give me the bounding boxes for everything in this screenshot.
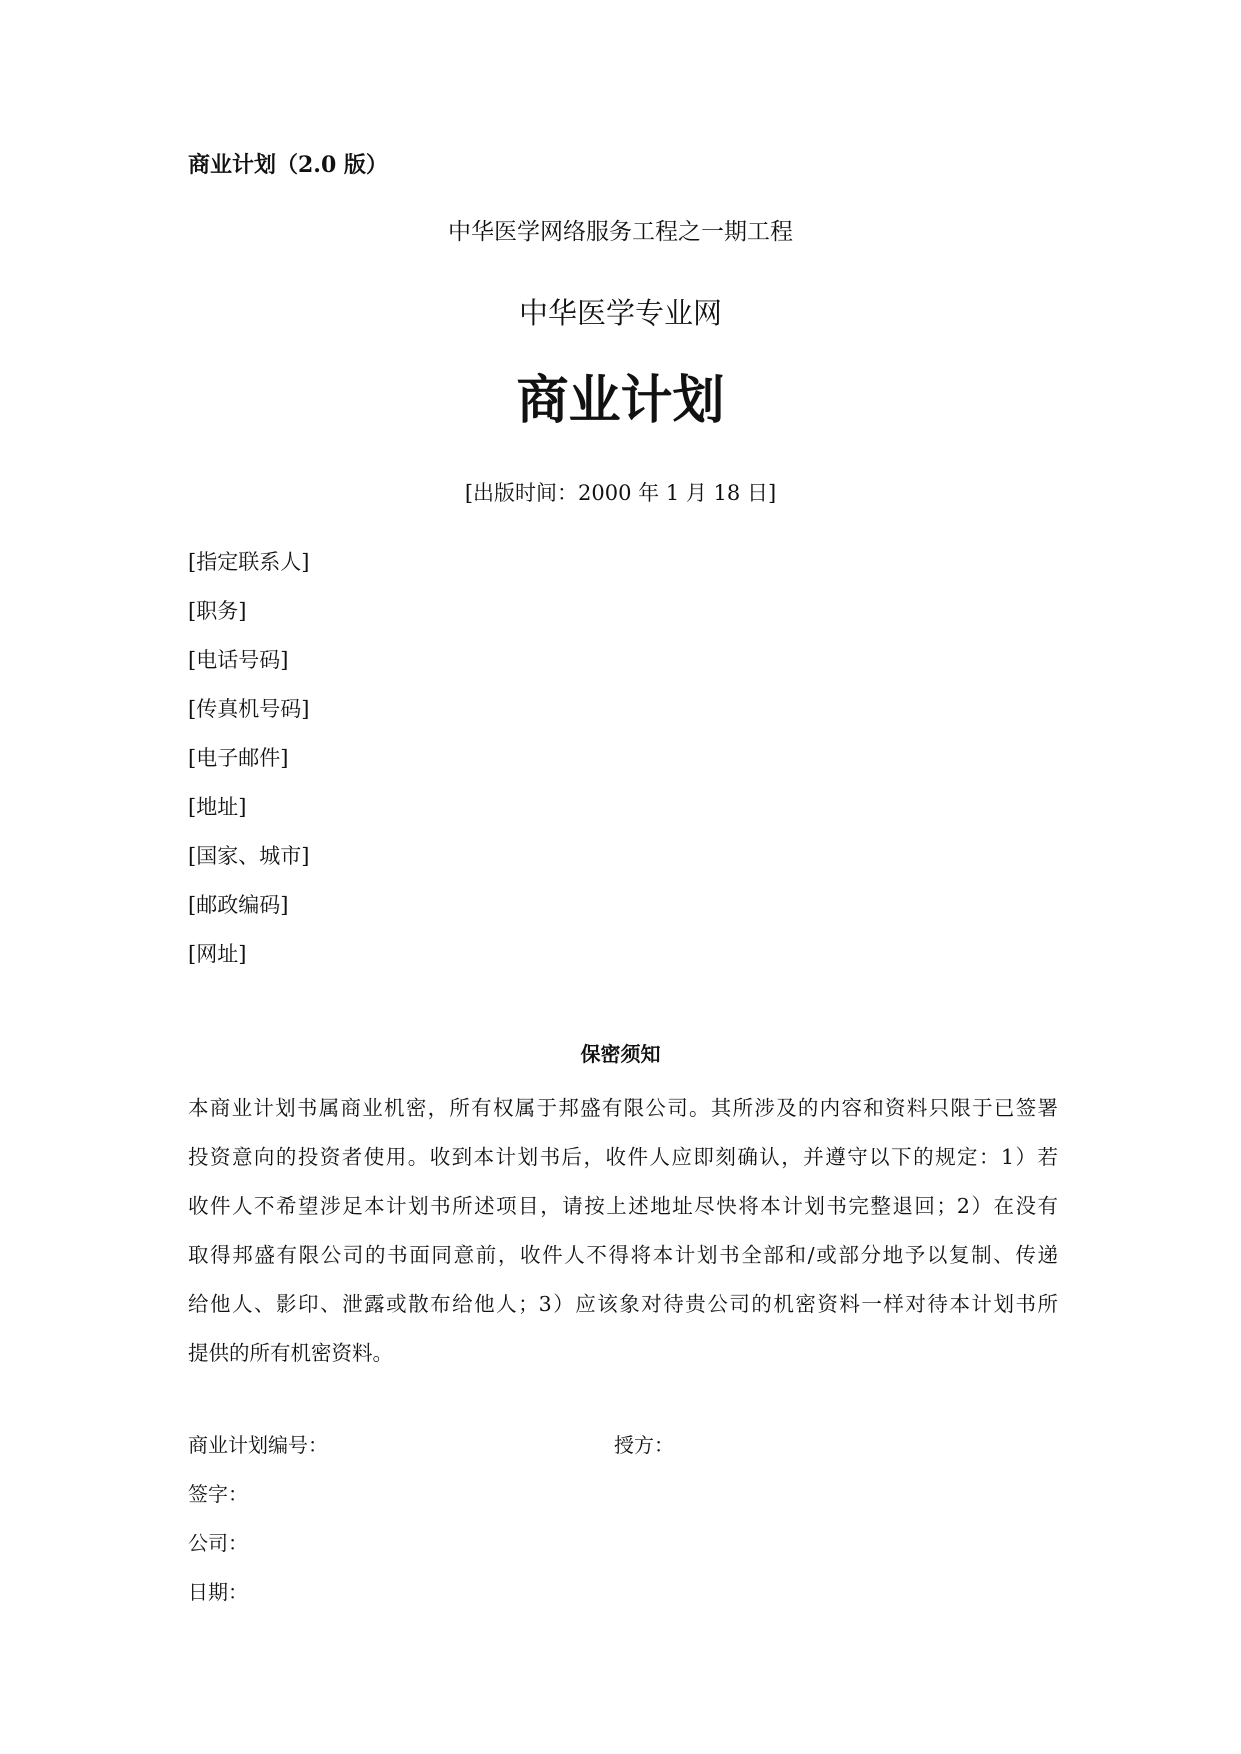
confidentiality-line: 取得邦盛有限公司的书面同意前，收件人不得将本计划书全部和/或部分地予以复制、传递: [188, 1243, 1058, 1267]
signature-label: 签字：: [188, 1482, 248, 1506]
confidentiality-line: 提供的所有机密资料。: [188, 1341, 393, 1365]
contact-field-website: [网址]: [188, 942, 247, 966]
confidentiality-line: 本商业计划书属商业机密，所有权属于邦盛有限公司。其所涉及的内容和资料只限于已签署: [188, 1096, 1058, 1120]
contact-field-country-city: [国家、城市]: [188, 844, 310, 868]
project-line: 中华医学网络服务工程之一期工程: [448, 219, 793, 245]
document-heading: 商业计划（2.0 版）: [188, 152, 388, 178]
contact-field-contact-person: [指定联系人]: [188, 550, 310, 574]
plan-number-label: 商业计划编号：: [188, 1433, 328, 1457]
contact-field-title: [职务]: [188, 599, 247, 623]
contact-field-email: [电子邮件]: [188, 746, 289, 770]
confidentiality-line: 收件人不希望涉足本计划书所述项目，请按上述地址尽快将本计划书完整退回；2）在没有: [188, 1194, 1058, 1218]
contact-field-phone: [电话号码]: [188, 648, 289, 672]
confidentiality-line: 投资意向的投资者使用。收到本计划书后，收件人应即刻确认，并遵守以下的规定：1）若: [188, 1145, 1058, 1169]
company-label: 公司：: [188, 1531, 248, 1555]
contact-field-fax: [传真机号码]: [188, 697, 310, 721]
confidentiality-line: 给他人、影印、泄露或散布给他人；3）应该象对待贵公司的机密资料一样对待本计划书所: [188, 1292, 1058, 1316]
confidentiality-body: [188, 1084, 1058, 1378]
contact-field-postal-code: [邮政编码]: [188, 893, 289, 917]
site-name: 中华医学专业网: [518, 296, 722, 330]
contact-fields-list: [188, 548, 309, 989]
date-label: 日期：: [188, 1580, 248, 1604]
main-title: 商业计划: [516, 371, 725, 431]
grantee-label: 授方：: [614, 1433, 674, 1457]
publish-date: [出版时间：2000 年 1 月 18 日]: [464, 481, 777, 505]
contact-field-address: [地址]: [188, 795, 247, 819]
confidentiality-title: 保密须知: [580, 1042, 661, 1066]
